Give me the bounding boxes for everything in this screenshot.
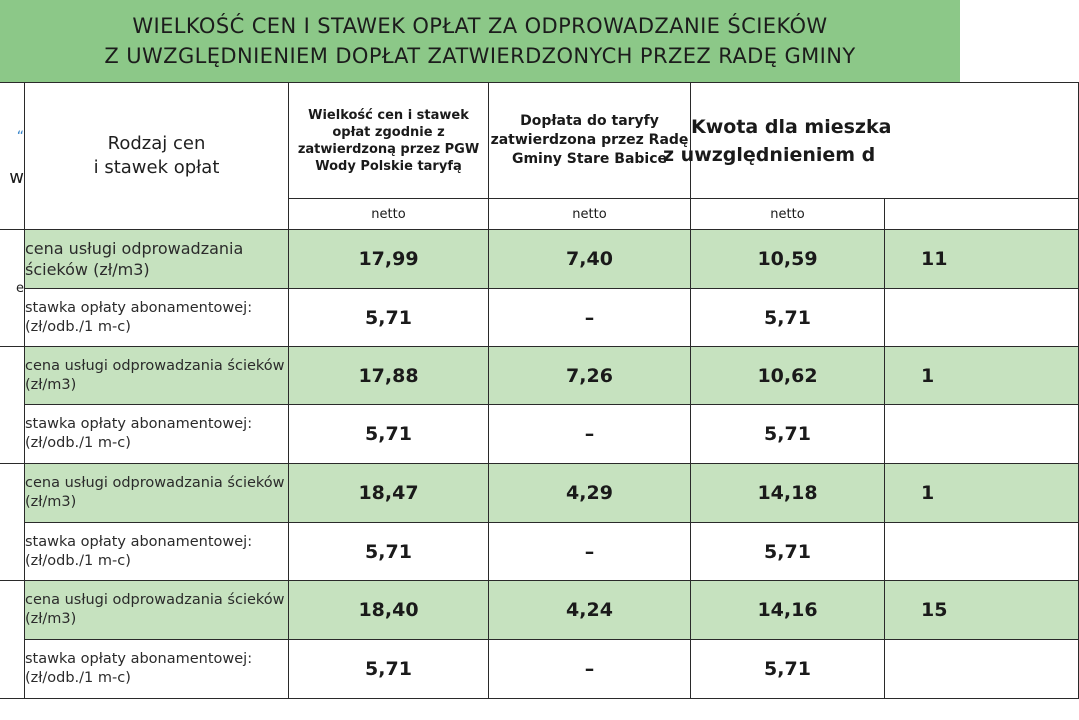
header-kwota — [663, 83, 1079, 199]
period-cell — [0, 230, 25, 347]
row-label: stawka opłaty abonamentowej: (zł/odb./1 m-c) — [25, 523, 289, 581]
value-taryfa: 5,71 — [289, 405, 489, 464]
row-label: cena usługi odprowadzania ścieków (zł/m3) — [25, 230, 289, 289]
title-line-1: WIELKOŚĆ CEN I STAWEK OPŁAT ZA ODPROWADZANIE ŚCIEKÓW — [132, 14, 828, 38]
period-cell — [0, 581, 25, 699]
value-kwota-netto: 5,71 — [691, 523, 885, 581]
period-cell — [0, 464, 25, 581]
value-doplata: 4,29 — [489, 464, 691, 523]
header-rodzaj-line-1: Rodzaj cen — [107, 133, 206, 154]
table-row — [0, 347, 1079, 405]
left-edge-text: e — [16, 280, 24, 296]
row-label: cena usługi odprowadzania ścieków (zł/m3) — [25, 581, 289, 640]
header-kwota-line-2: z uwzględnieniem d — [663, 143, 876, 166]
table-title — [0, 0, 960, 84]
title-line-2: Z UWZGLĘDNIENIEM DOPŁAT ZATWIERDZONYCH PRZEZ RADĘ GMINY — [104, 44, 856, 68]
value-kwota-brutto — [885, 640, 1079, 699]
value-kwota-brutto — [885, 523, 1079, 581]
value-doplata: – — [489, 289, 691, 347]
table-row — [0, 464, 1079, 523]
left-edge-w: w — [9, 166, 24, 188]
row-label: cena usługi odprowadzania ścieków (zł/m3) — [25, 464, 289, 523]
value-doplata: 4,24 — [489, 581, 691, 640]
netto-doplata: netto — [489, 199, 691, 230]
left-edge-mark: “ — [16, 128, 24, 145]
value-doplata: – — [489, 405, 691, 464]
header-rodzaj — [25, 83, 289, 230]
value-kwota-netto: 14,18 — [691, 464, 885, 523]
value-doplata: 7,40 — [489, 230, 691, 289]
row-label: stawka opłaty abonamentowej: (zł/odb./1 m-c) — [25, 405, 289, 464]
period-cell — [0, 347, 25, 464]
value-kwota-brutto — [885, 289, 1079, 347]
value-taryfa: 5,71 — [289, 289, 489, 347]
row-label: stawka opłaty abonamentowej: (zł/odb./1 m-c) — [25, 640, 289, 699]
value-taryfa: 5,71 — [289, 640, 489, 699]
netto-taryfa: netto — [289, 199, 489, 230]
value-doplata: – — [489, 523, 691, 581]
header-rodzaj-line-2: i stawek opłat — [93, 157, 220, 178]
value-taryfa: 18,47 — [289, 464, 489, 523]
left-edge-header — [0, 83, 25, 230]
value-doplata: – — [489, 640, 691, 699]
value-kwota-netto: 10,59 — [691, 230, 885, 289]
header-taryfa: Wielkość cen i stawek opłat zgodnie z zatwierdzoną przez PGW Wody Polskie taryfą — [289, 83, 489, 199]
value-kwota-netto: 5,71 — [691, 289, 885, 347]
row-label: cena usługi odprowadzania ścieków (zł/m3) — [25, 347, 289, 405]
table-row — [0, 289, 1079, 347]
value-kwota-brutto: 11 — [885, 230, 1079, 289]
value-kwota-brutto — [885, 405, 1079, 464]
value-kwota-netto: 14,16 — [691, 581, 885, 640]
value-kwota-brutto: 1 — [885, 464, 1079, 523]
header-doplata: Dopłata do taryfy zatwierdzona przez Radę Gminy Stare Babice — [489, 83, 691, 199]
table-row — [0, 640, 1079, 699]
value-taryfa: 17,99 — [289, 230, 489, 289]
value-kwota-netto: 10,62 — [691, 347, 885, 405]
value-kwota-brutto: 1 — [885, 347, 1079, 405]
row-label: stawka opłaty abonamentowej: (zł/odb./1 m-c) — [25, 289, 289, 347]
header-kwota-line-1: Kwota dla mieszka — [691, 115, 892, 138]
value-taryfa: 17,88 — [289, 347, 489, 405]
value-kwota-netto: 5,71 — [691, 405, 885, 464]
brutto-kwota-cut — [885, 199, 1079, 230]
netto-kwota: netto — [691, 199, 885, 230]
value-taryfa: 18,40 — [289, 581, 489, 640]
table-row — [0, 523, 1079, 581]
table-row — [0, 230, 1079, 289]
table-row — [0, 581, 1079, 640]
value-doplata: 7,26 — [489, 347, 691, 405]
table-row — [0, 405, 1079, 464]
value-taryfa: 5,71 — [289, 523, 489, 581]
value-kwota-brutto: 15 — [885, 581, 1079, 640]
tariff-table — [0, 82, 1079, 699]
value-kwota-netto: 5,71 — [691, 640, 885, 699]
